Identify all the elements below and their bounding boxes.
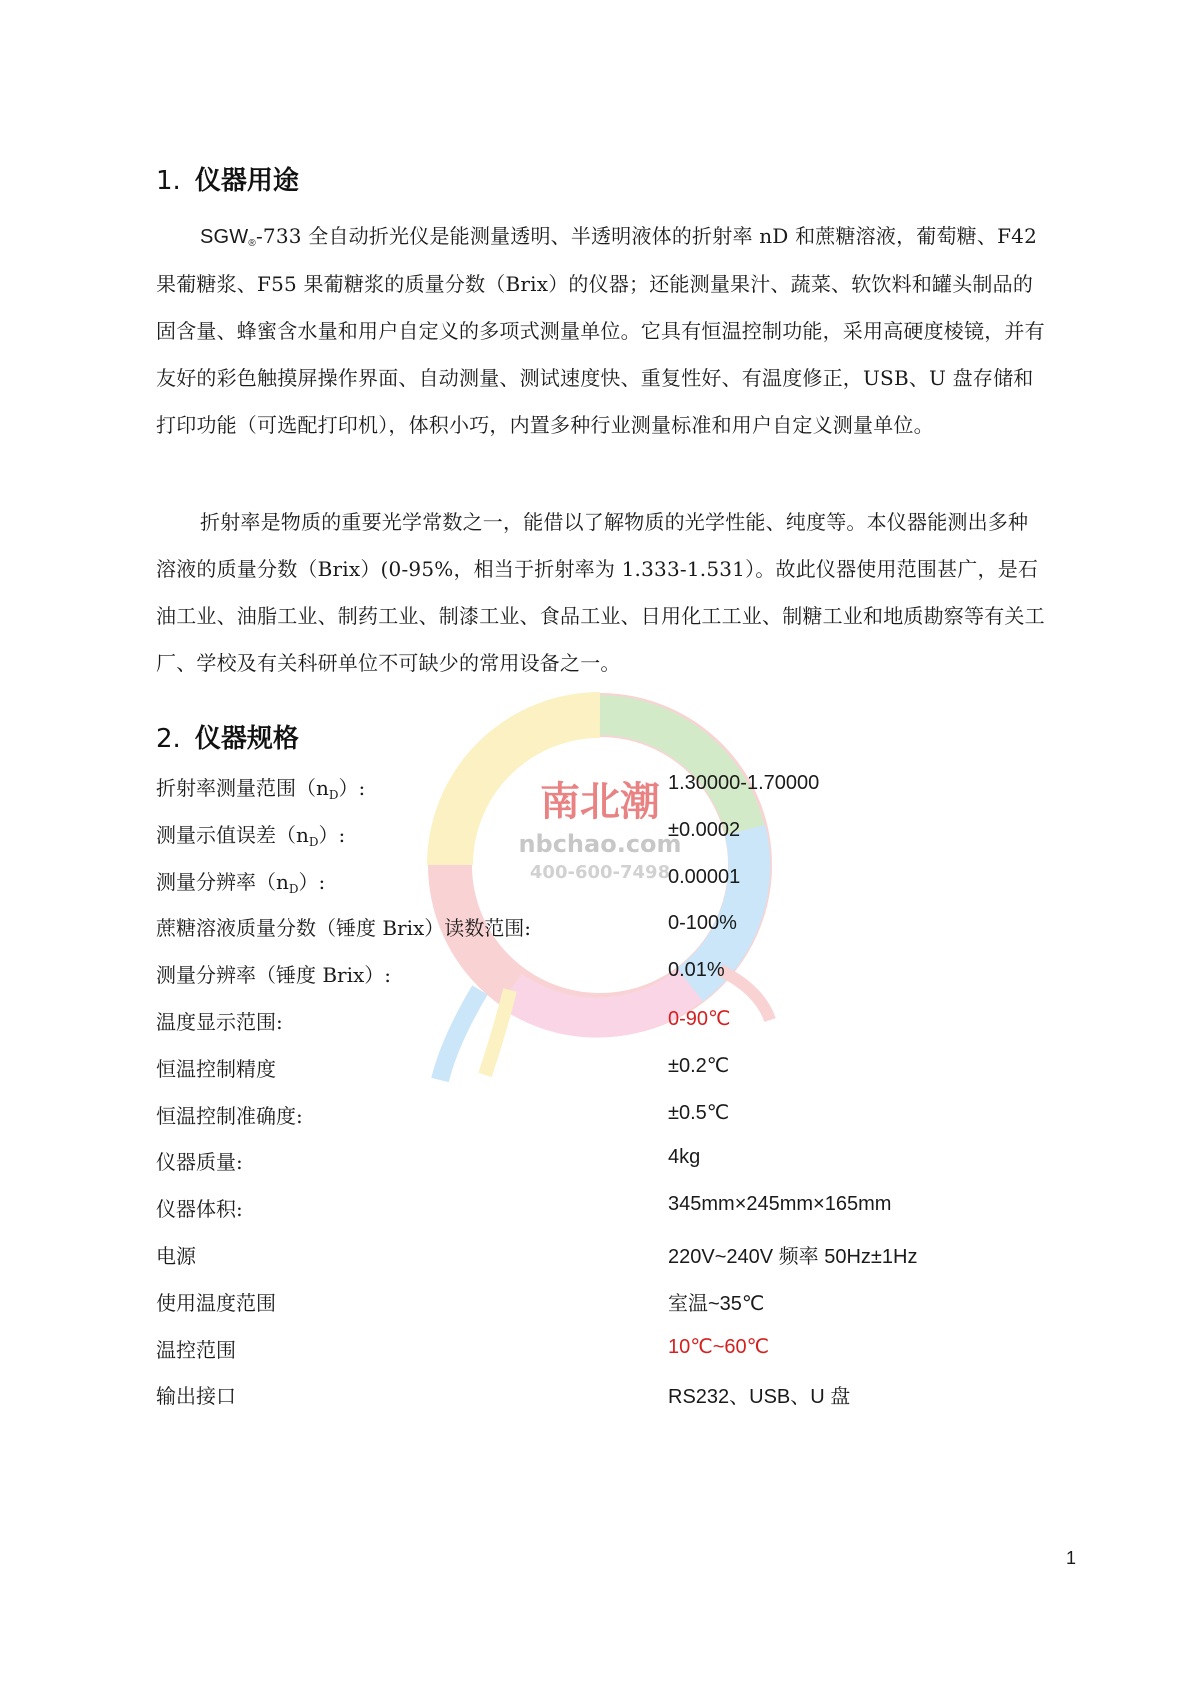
spec-value: 室温~35℃ — [668, 1292, 765, 1315]
spec-label-text: 测量示值误差（n — [156, 822, 309, 847]
spec-label — [156, 819, 345, 848]
section-1-paragraph-1 — [156, 213, 1048, 449]
spec-label-text: 恒温控制精度 — [156, 1056, 276, 1081]
spec-row — [156, 959, 1056, 999]
paragraph-1-text: -733 全自动折光仪是能测量透明、半透明液体的折射率 nD 和蔗糖溶液，葡萄糖、F42 果葡糖浆、F55 果葡糖浆的质量分数（Brix）的仪器；还能测量果汁、蔬菜、软饮料和罐头制品的固含量、蜂蜜含水量和用户自定义的多项式测量单位。它具有恒温控制功能，采用高硬度棱镜，并有友好的彩色触摸屏操作界面、自动测量、测试速度快、重复性好、有温度修正，USB、U 盘存储和打印功能（可选配打印机），体积小巧，内置多种行业测量标准和用户自定义测量单位。 — [156, 224, 1045, 437]
spec-label-text: 使用温度范围 — [156, 1290, 276, 1315]
spec-label — [156, 959, 391, 988]
spec-label — [156, 912, 531, 941]
spec-label — [156, 1053, 276, 1082]
spec-value: 1.30000-1.70000 — [668, 772, 820, 794]
spec-label-subscript: D — [328, 788, 339, 802]
spec-row — [156, 866, 1056, 906]
spec-value: 0-90℃ — [668, 1008, 731, 1030]
section-1-title: 仪器用途 — [194, 166, 299, 196]
spec-label-subscript: D — [288, 881, 299, 896]
spec-label — [156, 1287, 276, 1316]
registered-mark: ® — [248, 238, 256, 249]
spec-label — [156, 1334, 236, 1363]
spec-label-text: 仪器质量: — [156, 1150, 243, 1175]
model-prefix: SGW — [200, 226, 249, 248]
spec-label — [156, 1100, 303, 1129]
spec-row — [156, 1380, 1056, 1420]
spec-row — [156, 1193, 1056, 1233]
section-1-heading — [156, 160, 299, 197]
spec-label-text: 温控范围 — [156, 1337, 236, 1362]
spec-label — [156, 866, 325, 895]
section-1-paragraph-2: 折射率是物质的重要光学常数之一，能借以了解物质的光学性能、纯度等。本仪器能测出多种溶液的质量分数（Brix）(0-95%，相当于折射率为 1.333-1.531）。故此仪器使用范围甚广，是石油工业、油脂工业、制药工业、制漆工业、食品工业、日用化工工业、制糖工业和地质勘察等有关工厂、学校及有关科研单位不可缺少的常用设备之一。 — [156, 510, 1045, 675]
spec-label — [156, 1193, 243, 1222]
spec-value: 0.01% — [668, 959, 725, 982]
section-2-heading — [156, 718, 299, 755]
spec-label — [156, 1240, 196, 1269]
spec-row — [156, 1334, 1056, 1374]
spec-value: ±0.0002 — [668, 818, 741, 841]
spec-label-text: 温度显示范围: — [156, 1010, 283, 1034]
spec-label-text: 蔗糖溶液质量分数（锤度 Brix）读数范围: — [156, 916, 532, 941]
spec-value: 0.00001 — [668, 865, 741, 888]
section-2-number: 2. — [156, 724, 181, 754]
spec-value: 10℃~60℃ — [668, 1335, 770, 1358]
spec-row — [156, 1006, 1056, 1046]
spec-label-suffix: ）: — [338, 776, 366, 800]
spec-row — [156, 912, 1056, 952]
spec-row — [156, 819, 1056, 859]
spec-row — [156, 1146, 1056, 1186]
watermark-site: nbchao.com — [518, 830, 682, 858]
spec-value: 0-100% — [668, 912, 737, 935]
page-number: 1 — [1066, 1548, 1077, 1568]
watermark-brand: 南北潮 — [540, 778, 660, 825]
spec-label — [156, 1146, 243, 1175]
spec-label-subscript: D — [308, 834, 319, 849]
spec-label-text: 折射率测量范围（n — [156, 776, 329, 800]
watermark-phone: 400-600-7498 — [529, 862, 671, 883]
spec-value: 345mm×245mm×165mm — [668, 1193, 892, 1216]
spec-label — [156, 1380, 236, 1409]
spec-label-suffix: ）: — [298, 869, 326, 894]
spec-value: 220V~240V 频率 50Hz±1Hz — [668, 1246, 918, 1268]
spec-label-text: 仪器体积: — [156, 1197, 243, 1222]
spec-label-suffix: ）: — [318, 822, 346, 847]
spec-label-text: 电源 — [156, 1244, 196, 1268]
section-2-title: 仪器规格 — [194, 724, 299, 754]
spec-row — [156, 1287, 1056, 1327]
spec-label-text: 恒温控制准确度: — [156, 1103, 303, 1128]
spec-label-text: 测量分辨率（n — [156, 869, 289, 894]
spec-value: 4kg — [668, 1146, 701, 1169]
spec-label — [156, 772, 365, 801]
spec-value: ±0.2℃ — [668, 1054, 730, 1077]
spec-row — [156, 772, 1056, 812]
section-1-number: 1. — [156, 166, 181, 196]
spec-value: RS232、USB、U 盘 — [668, 1386, 851, 1409]
spec-label-text: 输出接口 — [156, 1384, 236, 1409]
spec-row — [156, 1053, 1056, 1093]
spec-row — [156, 1100, 1056, 1140]
spec-label-text: 测量分辨率（锤度 Brix）: — [156, 963, 392, 988]
spec-row — [156, 1240, 1056, 1280]
spec-value: ±0.5℃ — [668, 1101, 730, 1124]
spec-label — [156, 1006, 283, 1035]
